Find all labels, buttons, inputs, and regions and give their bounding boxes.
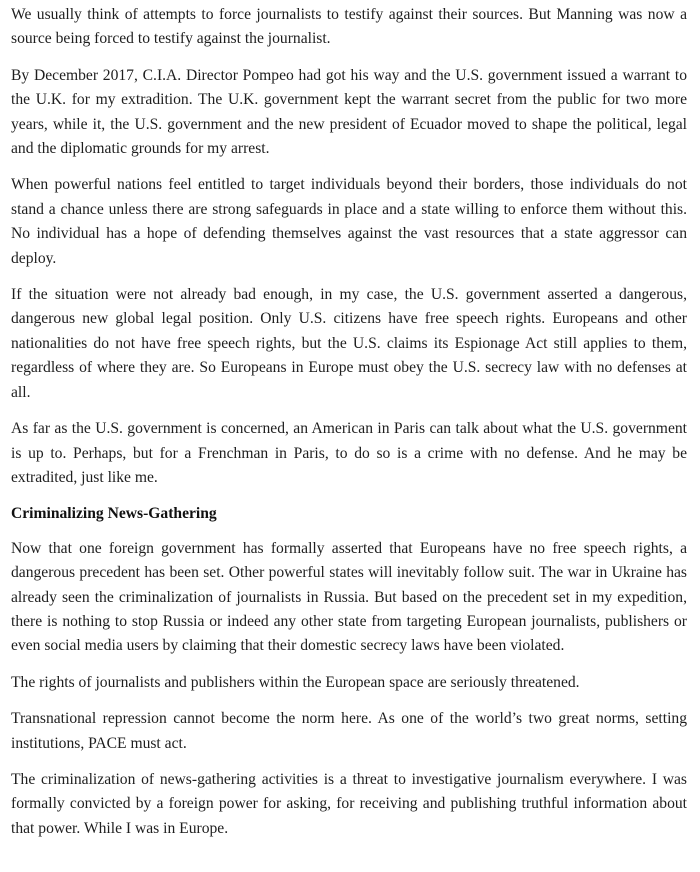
paragraph-rights-threatened: The rights of journalists and publishers within the European space are seriously threatened. (11, 673, 580, 691)
paragraph-dangerous-precedent: Now that one foreign government has formally asserted that Europeans have no free speech rights, a dangerous precedent has been set. Other powerful states will inevitably follow suit. The war in Ukraine has already seen the criminalization of journalists in Russia. But based on the precedent set in my expedition, there is nothing to stop Russia or indeed any other state from targeting European journalists, publishers or even social media users by claiming that their domestic secrecy laws have been violated. (11, 539, 687, 655)
paragraph-american-in-paris: As far as the U.S. government is concerned, an American in Paris can talk about what the U.S. government is up to. Perhaps, but for a Frenchman in Paris, to do so is a crime with no defense. And he may be extradited, just like me. (11, 420, 687, 486)
paragraph-extradition-warrant: By December 2017, C.I.A. Director Pompeo had got his way and the U.S. government issued a warrant to the U.K. for my extradition. The U.K. government kept the warrant secret from the public for two more years, while it, the U.S. government and the new president of Ecuador moved to shape the political, legal and the diplomatic grounds for my arrest. (11, 66, 687, 158)
paragraph-criminalization-threat: The criminalization of news-gathering activities is a threat to investigative journalism everywhere. I was formally convicted by a foreign power for asking, for receiving and publishing truthful information about that power. While I was in Europe. (11, 770, 687, 837)
paragraph-legal-position: If the situation were not already bad enough, in my case, the U.S. government asserted a dangerous, dangerous new global legal position. Only U.S. citizens have free speech rights. Europeans and other nationalities do not have free speech rights, but the U.S. claims its Espionage Act still applies to them, regardless of where they are. So Europeans in Europe must obey the U.S. secrecy law with no defenses at all. (11, 286, 687, 401)
section-heading: Criminalizing News-Gathering (11, 505, 217, 523)
paragraph-powerful-nations: When powerful nations feel entitled to target individuals beyond their borders, those individuals do not stand a chance unless there are strong safeguards in place and a state willing to enforce them without this. No individual has a hope of defending themselves against the vast resources that a state aggressor can deploy. (11, 176, 687, 267)
paragraph-manning-source: We usually think of attempts to force journalists to testify against their sources. But Manning was now a source being forced to testify against the journalist. (11, 6, 687, 48)
paragraph-transnational-repression: Transnational repression cannot become the norm here. As one of the world’s two great norms, setting institutions, PACE must act. (11, 710, 687, 752)
